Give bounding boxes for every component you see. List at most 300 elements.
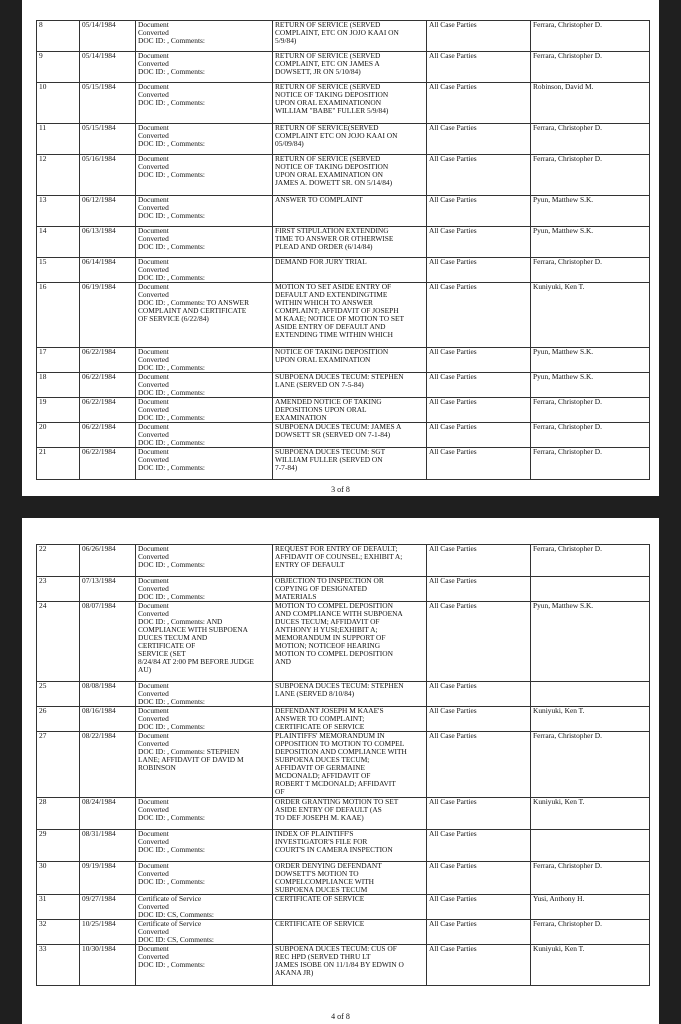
entry-number-cell: 21: [37, 448, 80, 480]
description-line: SUBPOENA DUCES TECUM: SGT: [275, 448, 386, 456]
description-line: ORDER GRANTING MOTION TO SET: [275, 798, 399, 806]
document-type-cell: [136, 423, 273, 448]
document-type-cell: [136, 577, 273, 602]
description-line: PLAINTIFFS' MEMORANDUM IN: [275, 732, 385, 740]
document-type-cell: [136, 945, 273, 986]
judge-cell: Ferrara, Christopher D.: [531, 545, 650, 577]
document-type-line: Converted: [138, 132, 169, 140]
document-type-line: DOC ID: , Comments:: [138, 99, 205, 107]
table-row: [37, 21, 650, 52]
party-cell: All Case Parties: [427, 196, 531, 227]
judge-cell: Kuniyuki, Ken T.: [531, 707, 650, 732]
party-cell: All Case Parties: [427, 448, 531, 480]
judge-cell: Pyun, Matthew S.K.: [531, 196, 650, 227]
table-row: [37, 227, 650, 258]
description-cell: [273, 258, 427, 283]
entry-number-cell: 31: [37, 895, 80, 920]
document-type-line: Converted: [138, 610, 169, 618]
description-cell: [273, 682, 427, 707]
date-cell: 05/14/1984: [80, 52, 136, 83]
judge-cell: Pyun, Matthew S.K.: [531, 227, 650, 258]
document-type-cell: [136, 602, 273, 682]
party-cell: All Case Parties: [427, 21, 531, 52]
document-type-line: Document: [138, 258, 169, 266]
judge-cell: [531, 577, 650, 602]
document-type-line: Document: [138, 830, 169, 838]
entry-number-cell: 9: [37, 52, 80, 83]
document-type-cell: [136, 348, 273, 373]
description-line: AFFIDAVIT OF COUNSEL; EXHIBIT A;: [275, 553, 403, 561]
judge-cell: Pyun, Matthew S.K.: [531, 373, 650, 398]
date-cell: 06/26/1984: [80, 545, 136, 577]
judge-cell: Ferrara, Christopher D.: [531, 155, 650, 196]
table-row: [37, 398, 650, 423]
document-type-line: Document: [138, 423, 169, 431]
description-line: COMPLAINT; AFFIDAVIT OF JOSEPH: [275, 307, 399, 315]
description-cell: [273, 155, 427, 196]
party-cell: All Case Parties: [427, 830, 531, 862]
description-cell: [273, 124, 427, 155]
description-cell: [273, 830, 427, 862]
description-line: LANE (SERVED ON 7-5-84): [275, 381, 364, 389]
date-cell: 06/14/1984: [80, 258, 136, 283]
description-line: EXTENDING TIME WITHIN WHICH: [275, 331, 394, 339]
document-type-line: Converted: [138, 163, 169, 171]
table-row: [37, 920, 650, 945]
document-type-line: Converted: [138, 740, 169, 748]
description-line: INVESTIGATOR'S FILE FOR: [275, 838, 368, 846]
description-line: DUCES TECUM; AFFIDAVIT OF: [275, 618, 380, 626]
table-row: [37, 373, 650, 398]
description-line: DEMAND FOR JURY TRIAL: [275, 258, 367, 266]
date-cell: 08/16/1984: [80, 707, 136, 732]
document-type-line: Converted: [138, 91, 169, 99]
document-type-cell: [136, 227, 273, 258]
description-line: CERTIFICATE OF SERVICE: [275, 895, 365, 903]
judge-cell: Ferrara, Christopher D.: [531, 862, 650, 895]
table-row: [37, 83, 650, 124]
description-cell: [273, 448, 427, 480]
description-line: SUBPOENA DUCES TECUM: JAMES A: [275, 423, 402, 431]
document-type-cell: [136, 895, 273, 920]
document-type-line: DOC ID: , Comments:: [138, 464, 205, 472]
party-cell: All Case Parties: [427, 52, 531, 83]
description-line: COURT'S IN CAMERA INSPECTION: [275, 846, 393, 854]
document-type-cell: [136, 830, 273, 862]
date-cell: 08/24/1984: [80, 798, 136, 830]
entry-number-cell: 17: [37, 348, 80, 373]
table-row: [37, 258, 650, 283]
document-type-line: Converted: [138, 806, 169, 814]
entry-number-cell: 10: [37, 83, 80, 124]
description-line: PLEAD AND ORDER (6/14/84): [275, 243, 373, 251]
description-line: AFFIDAVIT OF GERMAINE: [275, 764, 366, 772]
table-row: [37, 732, 650, 798]
document-type-line: DOC ID: , Comments:: [138, 698, 205, 706]
document-type-line: Document: [138, 373, 169, 381]
description-line: COPYING OF DESIGNATED: [275, 585, 367, 593]
party-cell: All Case Parties: [427, 945, 531, 986]
judge-cell: Robinson, David M.: [531, 83, 650, 124]
party-cell: All Case Parties: [427, 423, 531, 448]
document-type-line: Converted: [138, 356, 169, 364]
entry-number-cell: 12: [37, 155, 80, 196]
date-cell: 09/27/1984: [80, 895, 136, 920]
party-cell: All Case Parties: [427, 602, 531, 682]
description-line: RETURN OF SERVICE(SERVED: [275, 124, 379, 132]
document-type-line: Document: [138, 798, 169, 806]
description-line: ASIDE ENTRY OF DEFAULT AND: [275, 323, 386, 331]
description-line: RETURN OF SERVICE (SERVED: [275, 21, 381, 29]
document-type-line: DOC ID: CS, Comments:: [138, 911, 214, 919]
table-row: [37, 348, 650, 373]
page-number: 4 of 8: [331, 1012, 350, 1021]
description-line: 05/09/84): [275, 140, 304, 148]
description-line: MCDONALD; AFFIDAVIT OF: [275, 772, 371, 780]
description-line: COMPLAINT ETC ON JOJO KAAI ON: [275, 132, 398, 140]
description-line: M KAAE; NOTICE OF MOTION TO SET: [275, 315, 405, 323]
document-type-line: ROBINSON: [138, 764, 176, 772]
document-type-line: DOC ID: , Comments:: [138, 212, 205, 220]
date-cell: 06/12/1984: [80, 196, 136, 227]
date-cell: 06/22/1984: [80, 448, 136, 480]
description-line: CERTIFICATE OF SERVICE: [275, 723, 365, 731]
document-type-line: Document: [138, 602, 169, 610]
document-type-line: DOC ID: , Comments:: [138, 723, 205, 731]
party-cell: All Case Parties: [427, 895, 531, 920]
entry-number-cell: 14: [37, 227, 80, 258]
docket-table: [36, 20, 650, 480]
table-row: [37, 124, 650, 155]
document-type-line: Converted: [138, 235, 169, 243]
table-row: [37, 545, 650, 577]
description-cell: [273, 732, 427, 798]
description-line: COMPELCOMPLIANCE WITH: [275, 878, 375, 886]
description-line: AKANA JR): [275, 969, 314, 977]
document-type-line: Converted: [138, 715, 169, 723]
description-line: WILLIAM "BABE" FULLER 5/9/84): [275, 107, 389, 115]
description-line: JAMES ISOBE ON 11/1/84 BY EDWIN O: [275, 961, 404, 969]
document-type-line: Converted: [138, 953, 169, 961]
document-type-line: Document: [138, 124, 169, 132]
document-type-cell: [136, 258, 273, 283]
description-line: NOTICE OF TAKING DEPOSITION: [275, 348, 389, 356]
date-cell: 10/30/1984: [80, 945, 136, 986]
entry-number-cell: 22: [37, 545, 80, 577]
entry-number-cell: 15: [37, 258, 80, 283]
description-cell: [273, 52, 427, 83]
description-line: MOTION TO COMPEL DEPOSITION: [275, 602, 393, 610]
description-cell: [273, 895, 427, 920]
description-line: RETURN OF SERVICE (SERVED: [275, 83, 381, 91]
document-type-line: Document: [138, 945, 169, 953]
description-cell: [273, 21, 427, 52]
description-line: WITHIN WHICH TO ANSWER: [275, 299, 373, 307]
document-type-line: Converted: [138, 690, 169, 698]
document-type-line: Converted: [138, 928, 169, 936]
date-cell: 07/13/1984: [80, 577, 136, 602]
description-cell: [273, 83, 427, 124]
document-type-line: AU): [138, 666, 152, 674]
date-cell: 05/16/1984: [80, 155, 136, 196]
description-line: COMPLAINT, ETC ON JOJO KAAI ON: [275, 29, 399, 37]
party-cell: All Case Parties: [427, 798, 531, 830]
document-type-line: Converted: [138, 838, 169, 846]
date-cell: 08/31/1984: [80, 830, 136, 862]
party-cell: All Case Parties: [427, 258, 531, 283]
date-cell: 06/22/1984: [80, 373, 136, 398]
party-cell: All Case Parties: [427, 348, 531, 373]
document-type-line: SERVICE (SET: [138, 650, 186, 658]
document-type-line: DOC ID: , Comments:: [138, 593, 205, 601]
document-type-line: Converted: [138, 60, 169, 68]
judge-cell: Ferrara, Christopher D.: [531, 124, 650, 155]
description-cell: [273, 283, 427, 348]
document-type-line: Converted: [138, 585, 169, 593]
judge-cell: Kuniyuki, Ken T.: [531, 798, 650, 830]
description-line: REQUEST FOR ENTRY OF DEFAULT;: [275, 545, 398, 553]
document-type-line: Document: [138, 707, 169, 715]
description-line: DOWSETT SR (SERVED ON 7-1-84): [275, 431, 391, 439]
document-type-line: Document: [138, 52, 169, 60]
entry-number-cell: 11: [37, 124, 80, 155]
description-cell: [273, 862, 427, 895]
document-type-line: DOC ID: , Comments:: [138, 37, 205, 45]
date-cell: 08/22/1984: [80, 732, 136, 798]
document-type-line: Converted: [138, 266, 169, 274]
description-line: DEFENDANT JOSEPH M KAAE'S: [275, 707, 384, 715]
table-row: [37, 602, 650, 682]
description-line: MEMORANDUM IN SUPPORT OF: [275, 634, 386, 642]
description-line: OF: [275, 788, 285, 796]
description-line: WILLIAM FULLER (SERVED ON: [275, 456, 383, 464]
description-line: OBJECTION TO INSPECTION OR: [275, 577, 384, 585]
document-type-line: DOC ID: , Comments:: [138, 140, 205, 148]
entry-number-cell: 29: [37, 830, 80, 862]
entry-number-cell: 30: [37, 862, 80, 895]
description-line: SUBPOENA DUCES TECUM: STEPHEN: [275, 682, 404, 690]
party-cell: All Case Parties: [427, 577, 531, 602]
document-type-line: Converted: [138, 29, 169, 37]
date-cell: 06/13/1984: [80, 227, 136, 258]
document-type-cell: [136, 196, 273, 227]
description-line: ANSWER TO COMPLAINT: [275, 196, 363, 204]
document-type-line: DOC ID: , Comments:: [138, 68, 205, 76]
description-line: LANE (SERVED 8/10/84): [275, 690, 355, 698]
date-cell: 10/25/1984: [80, 920, 136, 945]
description-line: ANTHONY H YUSI;EXHIBIT A;: [275, 626, 378, 634]
description-cell: [273, 196, 427, 227]
description-line: SUBPOENA DUCES TECUM;: [275, 756, 370, 764]
date-cell: 05/15/1984: [80, 124, 136, 155]
description-line: NOTICE OF TAKING DEPOSITION: [275, 163, 389, 171]
document-type-cell: [136, 373, 273, 398]
document-type-line: Document: [138, 545, 169, 553]
description-line: ANSWER TO COMPLAINT;: [275, 715, 365, 723]
document-type-line: DOC ID: , Comments: AND: [138, 618, 223, 626]
document-type-line: DOC ID: , Comments:: [138, 243, 205, 251]
description-cell: [273, 945, 427, 986]
description-cell: [273, 920, 427, 945]
entry-number-cell: 32: [37, 920, 80, 945]
entry-number-cell: 25: [37, 682, 80, 707]
party-cell: All Case Parties: [427, 707, 531, 732]
document-type-line: CERTIFICATE OF: [138, 642, 196, 650]
document-type-line: Document: [138, 398, 169, 406]
document-type-line: Document: [138, 83, 169, 91]
entry-number-cell: 8: [37, 21, 80, 52]
document-type-line: Converted: [138, 406, 169, 414]
table-row: [37, 448, 650, 480]
description-cell: [273, 423, 427, 448]
table-row: [37, 945, 650, 986]
description-line: COMPLAINT, ETC ON JAMES A: [275, 60, 380, 68]
party-cell: All Case Parties: [427, 682, 531, 707]
date-cell: 06/22/1984: [80, 423, 136, 448]
entry-number-cell: 28: [37, 798, 80, 830]
judge-cell: Ferrara, Christopher D.: [531, 732, 650, 798]
document-type-cell: [136, 155, 273, 196]
table-row: [37, 52, 650, 83]
entry-number-cell: 13: [37, 196, 80, 227]
party-cell: All Case Parties: [427, 227, 531, 258]
date-cell: 05/15/1984: [80, 83, 136, 124]
description-line: FIRST STIPULATION EXTENDING: [275, 227, 389, 235]
party-cell: All Case Parties: [427, 920, 531, 945]
document-type-cell: [136, 52, 273, 83]
table-row: [37, 830, 650, 862]
table-row: [37, 862, 650, 895]
date-cell: 09/19/1984: [80, 862, 136, 895]
document-type-line: Converted: [138, 431, 169, 439]
entry-number-cell: 20: [37, 423, 80, 448]
judge-cell: Yusi, Anthony H.: [531, 895, 650, 920]
date-cell: 08/08/1984: [80, 682, 136, 707]
description-line: RETURN OF SERVICE (SERVED: [275, 155, 381, 163]
table-row: [37, 283, 650, 348]
description-cell: [273, 227, 427, 258]
description-line: INDEX OF PLAINTIFF'S: [275, 830, 354, 838]
document-type-line: DOC ID: , Comments:: [138, 814, 205, 822]
document-type-cell: [136, 21, 273, 52]
judge-cell: Pyun, Matthew S.K.: [531, 348, 650, 373]
document-type-cell: [136, 798, 273, 830]
judge-cell: Ferrara, Christopher D.: [531, 21, 650, 52]
document-type-line: Document: [138, 682, 169, 690]
document-type-cell: [136, 862, 273, 895]
description-line: DOWSETT'S MOTION TO: [275, 870, 359, 878]
judge-cell: Ferrara, Christopher D.: [531, 920, 650, 945]
judge-cell: Ferrara, Christopher D.: [531, 448, 650, 480]
description-line: TO DEF JOSEPH M. KAAE): [275, 814, 364, 822]
judge-cell: Ferrara, Christopher D.: [531, 423, 650, 448]
description-cell: [273, 398, 427, 423]
table-row: [37, 155, 650, 196]
description-line: RETURN OF SERVICE (SERVED: [275, 52, 381, 60]
document-type-line: Converted: [138, 204, 169, 212]
docket-page-1: [22, 0, 659, 496]
description-line: UPON ORAL EXAMINATIONON: [275, 99, 382, 107]
description-cell: [273, 577, 427, 602]
date-cell: 08/07/1984: [80, 602, 136, 682]
document-type-line: DOC ID: , Comments: STEPHEN: [138, 748, 240, 756]
docket-table: [36, 544, 650, 986]
page-number: 3 of 8: [331, 485, 350, 494]
entry-number-cell: 16: [37, 283, 80, 348]
description-line: UPON ORAL EXAMINATION: [275, 356, 371, 364]
description-line: MOTION TO COMPEL DEPOSITION: [275, 650, 393, 658]
document-type-cell: [136, 920, 273, 945]
judge-cell: Ferrara, Christopher D.: [531, 398, 650, 423]
description-line: MOTION; NOTICEOF HEARING: [275, 642, 381, 650]
document-type-cell: [136, 283, 273, 348]
judge-cell: Kuniyuki, Ken T.: [531, 945, 650, 986]
entry-number-cell: 33: [37, 945, 80, 986]
description-cell: [273, 373, 427, 398]
entry-number-cell: 24: [37, 602, 80, 682]
party-cell: All Case Parties: [427, 124, 531, 155]
entry-number-cell: 18: [37, 373, 80, 398]
document-type-line: LANE; AFFIDAVIT OF DAVID M: [138, 756, 244, 764]
document-type-cell: [136, 707, 273, 732]
document-type-line: DOC ID: , Comments:: [138, 878, 205, 886]
description-cell: [273, 348, 427, 373]
document-type-line: DOC ID: , Comments:: [138, 561, 205, 569]
description-line: ASIDE ENTRY OF DEFAULT (AS: [275, 806, 382, 814]
document-type-line: Document: [138, 227, 169, 235]
document-type-line: OF SERVICE (6/22/84): [138, 315, 209, 323]
party-cell: All Case Parties: [427, 373, 531, 398]
description-line: TIME TO ANSWER OR OTHERWISE: [275, 235, 394, 243]
document-type-line: DOC ID: , Comments:: [138, 414, 205, 422]
document-type-cell: [136, 732, 273, 798]
table-row: [37, 196, 650, 227]
table-row: [37, 423, 650, 448]
description-line: 5/9/84): [275, 37, 297, 45]
judge-cell: Ferrara, Christopher D.: [531, 258, 650, 283]
description-line: EXAMINATION: [275, 414, 327, 422]
document-type-line: COMPLAINT AND CERTIFICATE: [138, 307, 247, 315]
table-row: [37, 577, 650, 602]
document-type-line: DOC ID: , Comments:: [138, 961, 205, 969]
document-type-line: Converted: [138, 870, 169, 878]
description-cell: [273, 707, 427, 732]
document-type-cell: [136, 83, 273, 124]
party-cell: All Case Parties: [427, 732, 531, 798]
document-type-line: DOC ID: , Comments:: [138, 439, 205, 447]
document-type-cell: [136, 124, 273, 155]
description-line: ENTRY OF DEFAULT: [275, 561, 345, 569]
party-cell: All Case Parties: [427, 155, 531, 196]
entry-number-cell: 27: [37, 732, 80, 798]
description-line: DOWSETT, JR ON 5/10/84): [275, 68, 361, 76]
document-type-line: Converted: [138, 903, 169, 911]
document-type-line: Certificate of Service: [138, 920, 202, 928]
document-type-line: DOC ID: , Comments:: [138, 846, 205, 854]
party-cell: All Case Parties: [427, 283, 531, 348]
judge-cell: [531, 682, 650, 707]
document-type-line: DOC ID: , Comments:: [138, 364, 205, 372]
entry-number-cell: 23: [37, 577, 80, 602]
date-cell: 06/19/1984: [80, 283, 136, 348]
document-type-line: Document: [138, 196, 169, 204]
party-cell: All Case Parties: [427, 398, 531, 423]
document-type-line: Document: [138, 732, 169, 740]
date-cell: 06/22/1984: [80, 348, 136, 373]
description-line: SUBPOENA DUCES TECUM: STEPHEN: [275, 373, 404, 381]
table-row: [37, 682, 650, 707]
judge-cell: [531, 830, 650, 862]
